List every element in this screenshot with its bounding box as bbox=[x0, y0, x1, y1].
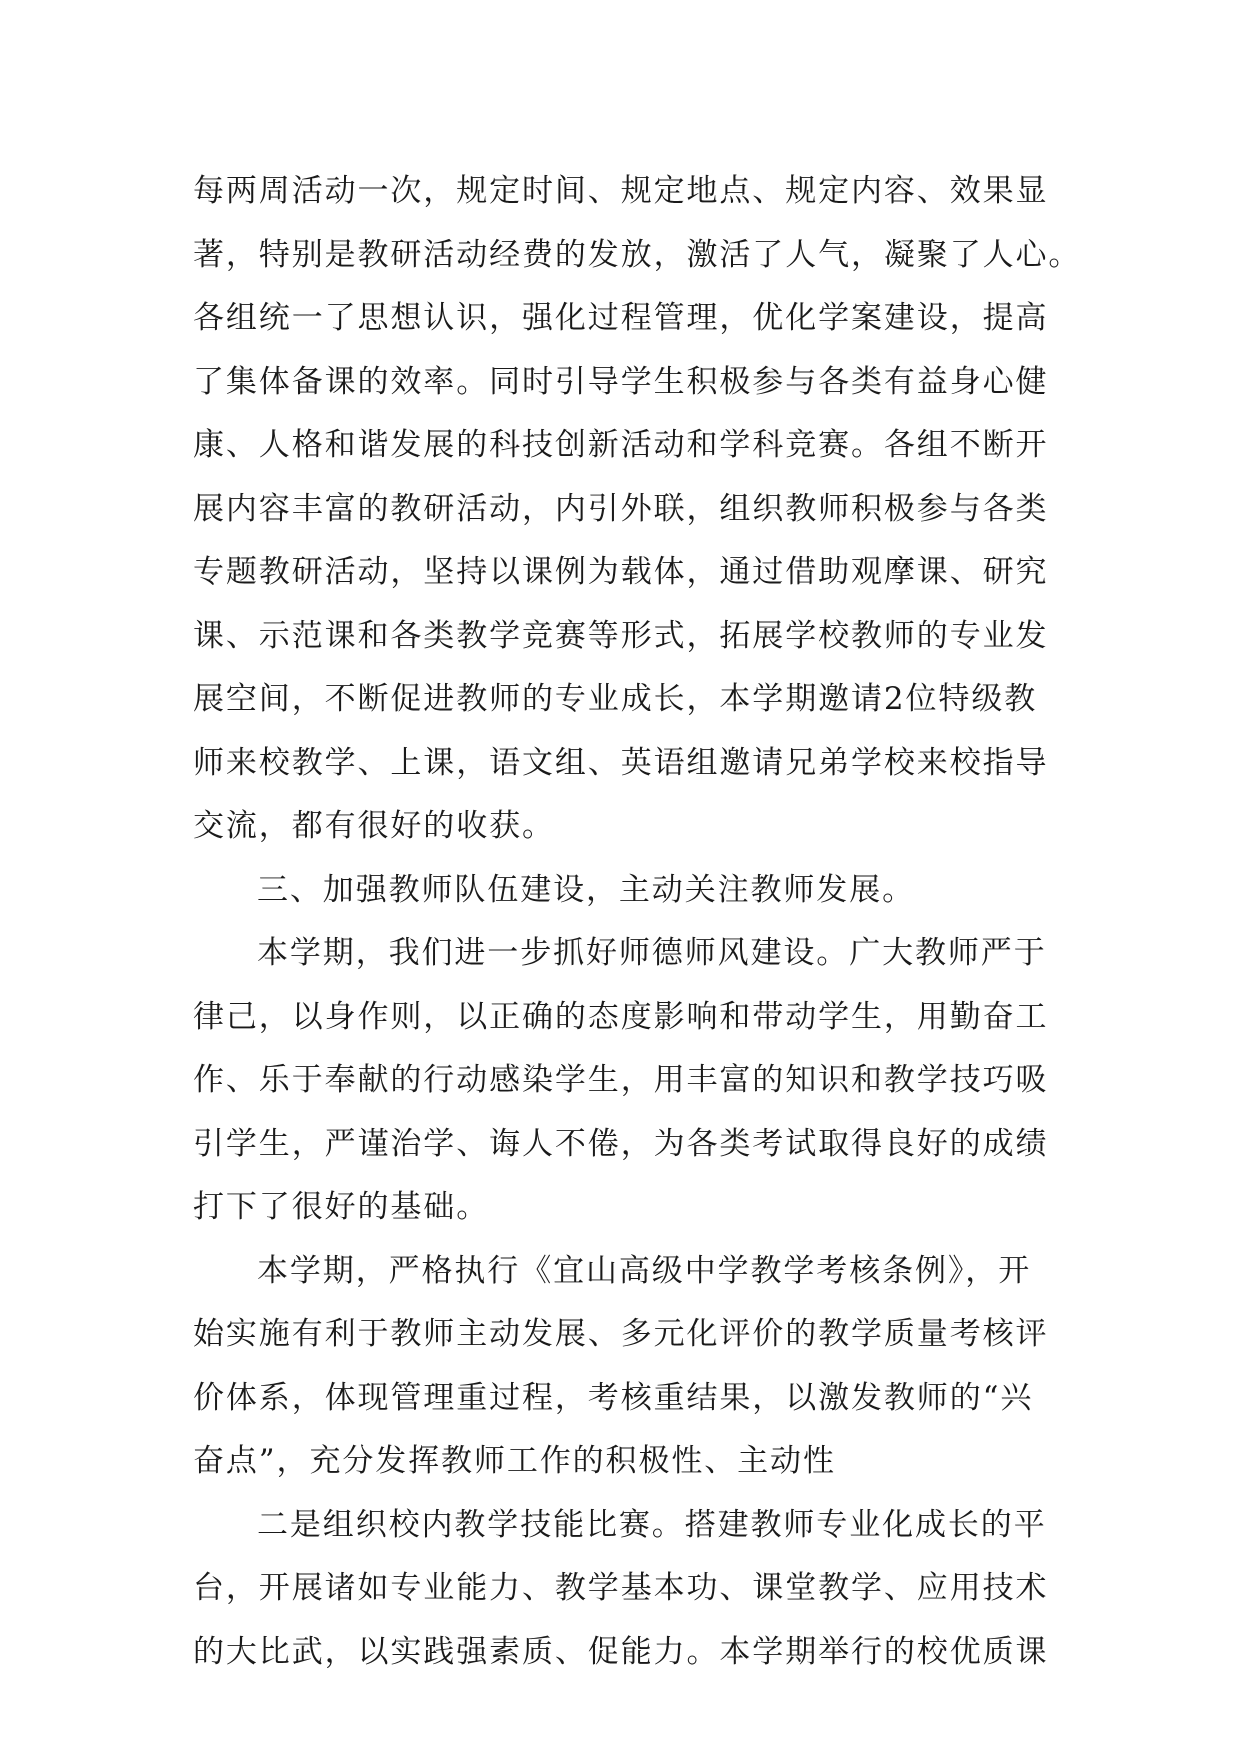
text-line: 了集体备课的效率。同时引导学生积极参与各类有益身心健 bbox=[193, 363, 1049, 400]
text-line: 著，特别是教研活动经费的发放，激活了人气，凝聚了人心。 bbox=[193, 236, 1082, 273]
text-line: 各组统一了思想认识，强化过程管理，优化学案建设，提高 bbox=[193, 300, 1049, 336]
text-line: 台，开展诸如专业能力、教学基本功、课堂教学、应用技术 bbox=[193, 1570, 1049, 1606]
text-line: 始实施有利于教师主动发展、多元化评价的教学质量考核评 bbox=[193, 1316, 1049, 1352]
text-line: 展内容丰富的教研活动，内引外联，组织教师积极参与各类 bbox=[193, 490, 1049, 527]
text-line: 展空间，不断促进教师的专业成长，本学期邀请2位特级教 bbox=[193, 681, 1038, 717]
text-line: 的大比武，以实践强素质、促能力。本学期举行的校优质课 bbox=[193, 1633, 1049, 1670]
text-line: 二是组织校内教学技能比赛。搭建教师专业化成长的平 bbox=[257, 1506, 1047, 1543]
text-line: 律己，以身作则，以正确的态度影响和带动学生，用勤奋工 bbox=[193, 998, 1049, 1035]
text-line: 三、加强教师队伍建设，主动关注教师发展。 bbox=[257, 871, 915, 908]
text-line: 引学生，严谨治学、诲人不倦，为各类考试取得良好的成绩 bbox=[193, 1125, 1049, 1162]
text-line: 师来校教学、上课，语文组、英语组邀请兄弟学校来校指导 bbox=[193, 744, 1049, 781]
text-line: 本学期，我们进一步抓好师德师风建设。广大教师严于 bbox=[257, 935, 1047, 971]
text-line: 奋点”，充分发挥教师工作的积极性、主动性 bbox=[193, 1443, 836, 1479]
text-line: 每两周活动一次，规定时间、规定地点、规定内容、效果显 bbox=[193, 173, 1049, 209]
text-line: 专题教研活动，坚持以课例为载体，通过借助观摩课、研究 bbox=[193, 554, 1049, 590]
text-line: 价体系，体现管理重过程，考核重结果，以激发教师的“兴 bbox=[193, 1379, 1034, 1416]
text-line: 康、人格和谐发展的科技创新活动和学科竞赛。各组不断开 bbox=[193, 427, 1049, 463]
text-line: 作、乐于奉献的行动感染学生，用丰富的知识和教学技巧吸 bbox=[193, 1062, 1049, 1098]
text-line: 交流，都有很好的收获。 bbox=[193, 808, 555, 844]
text-line: 打下了很好的基础。 bbox=[193, 1189, 490, 1225]
text-line: 本学期，严格执行《宜山高级中学教学考核条例》，开 bbox=[257, 1252, 1032, 1289]
text-line: 课、示范课和各类教学竞赛等形式，拓展学校教师的专业发 bbox=[193, 617, 1049, 654]
document-body bbox=[193, 160, 1082, 1684]
